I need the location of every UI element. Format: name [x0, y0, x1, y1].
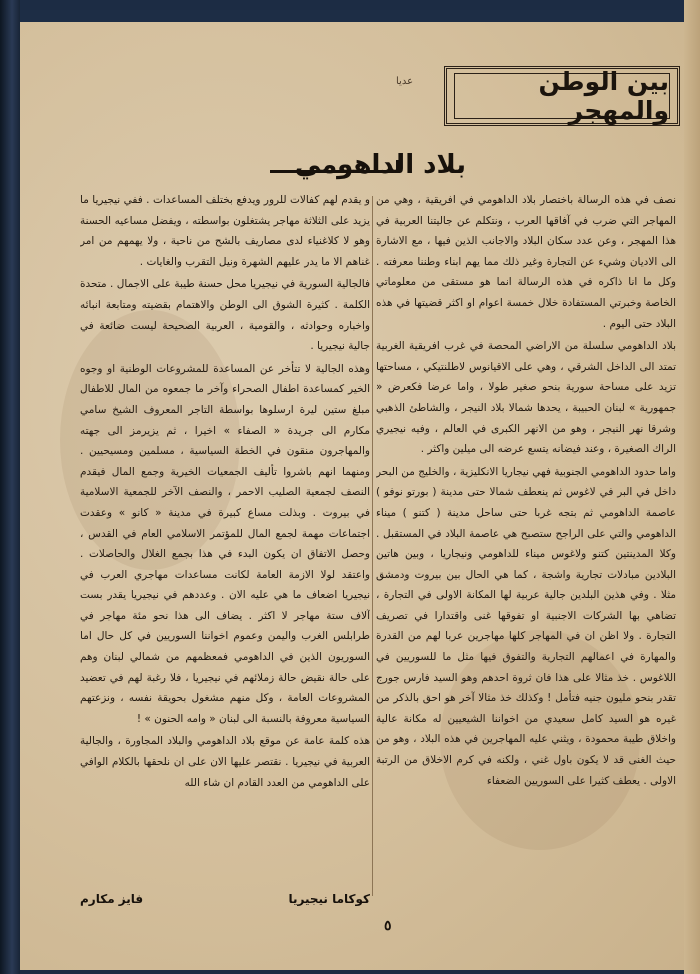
article-column-left	[80, 190, 370, 890]
paragraph: وهذه الجالية لا تتأخر عن المساعدة للمشروعات الوطنية او وجوه الخير كمساعدة اطفال الصحراء وآخر ما جمعوه من المال للاطفال مبلغ ستين ليرة ارسلوها بواسطة التاجر المعروف الشيخ سامي مكارم الى جريدة « الصفاء » اخيرا ، ثم يزيرمز الى جهته والمهاجرون منقون في الخطة السياسية ، مسلمين ومسيحيين . ومنهما انهم باشروا تأليف الجمعيات الخيرية وجمع المال فيقدم النصف لجمعية الصليب الاحمر ، والنصف الآخر للجمعية الاسلامية في بيروت . وبذلت مساع كبيرة في مدينة « كانو » وعقدت اجتماعات مهمة لجمع المال للمؤتمر الاسلامي العام في القدس ، وحصل الاتفاق ان يكون البدء في هذا بجمع الغلال والحاصلات . واعتقد لولا الازمة العامة لكانت مساعدات مهاجري العرب في نيجيريا اضعاف ما هي عليه الان . وعددهم في نيجيريا يقدر بست آلاف ستة مهاجر لا اكثر . يضاف الى هذا نحو مئة مهاجر في طرابلس الغرب واليمن وعموم اخواننا السوريين في كل حال اما السوريون الذين في الداهومي فمعظمهم من شمالي لبنان وهم على حالة نقيض حالة زملائهم في نيجيريا ، فلا رغبة لهم في تعضيد المشروعات العامة ، وكل منهم مشغول بحويقة نفسه ، ونزعتهم السياسية معروفة بالنسبة الى لبنان « وامه الحنون » !	[80, 362, 370, 725]
column-divider	[372, 196, 373, 896]
book-binding	[0, 0, 20, 974]
paragraph: و يقدم لهم كفالات للرور ويدفع بختلف المساعدات . ففي نيجيريا ما يزيد على الثلاثة مهاجر يشتغلون بواسطته ، ويفضل مساعيه الحسنة وهو لا كلاغنياء لدى مصاريف بالشح من ناحية ، ولا يهمهم من امر غناهم الا ما يدر عليهم الشهرة ونيل التقرب والغايات .	[80, 194, 370, 268]
signature-place: كوكاما نيجيريا	[288, 892, 370, 906]
article-title: بلاد الداهومي	[294, 150, 466, 180]
article-signatures	[80, 892, 370, 906]
next-page-edge	[684, 0, 700, 974]
top-margin	[20, 10, 684, 22]
paragraph: نصف في هذه الرسالة باختصار بلاد الداهومي في افريقية ، وهي من المهاجر التي ضرب في آفاقها العرب ، ونتكلم عن جاليتنا العربية في هذا المهجر ، وعن عدد سكان البلاد والاجانب الذين فيها ، مع الاشارة الى الاديان وشيء عن التجارة وغير ذلك مما يهم ابناء وطننا معرفته . وكل ما انا ذاكره في هذه الرسالة انما هو مستقى من معلوماتي الخاصة وخبرتي المستفادة خلال خمسة اعوام او اكثر قضيتها في هذه البلاد حتى اليوم .	[376, 194, 676, 330]
page-number: ٥	[384, 918, 392, 934]
paragraph: فالجالية السورية في نيجيريا محل حسنة طيبة على الاجمال . متحدة الكلمة . كثيرة الشوق الى الوطن والاهتمام بقضيته ومتابعة انبائه واخباره وحوادثه ، والقومية ، العربية الصحيحة ليست ضائعة في جالية نيجيريا .	[80, 278, 370, 353]
signature-mark: عدیا	[396, 76, 414, 87]
signature-author: فايز مكارم	[80, 892, 144, 906]
section-masthead	[444, 66, 680, 126]
magazine-page	[20, 10, 684, 970]
paragraph: هذه كلمة عامة عن موقع بلاد الداهومي والبلاد المجاورة ، والجالية العربية في نيجيريا . نقتصر عليها الان على ان نلحقها بالكلام الوافي على الداهومي من العدد القادم ان شاء الله	[80, 735, 370, 789]
section-title: بين الوطن والمهجر	[454, 73, 670, 119]
paragraph: واما حدود الداهومي الجنوبية فهي نيجاريا الانكليزية ، والخليج من البحر داخل في البر في لاغوس ثم ينعطف شمالا حتى مدينة ( بورتو نوفو ) عاصمة الداهومي ثم بتجه غربا حتى ساحل مدينة ( كتنو ) ميناء الداهومي والتي على الراجح ستصبح هي عاصمة البلاد في المستقبل . وكلا المدينتين كتنو ولاغوس ميناء للداهومي ونيجاريا ، وبين هاتين البلادين مبادلات تجارية واشجة ، كما هي الحال بين بيروت ودمشق مثلا . وفي هذين البلدين جالية عربية لها المكانة الاولى في التجارة ، تضاهي بها الشركات الاجنبية او تفوقها غنى واقتدارا في تصريف التجارة . ولا اظن ان في المهاجر كلها مهاجرين عربا لهم من القدرة والمهارة في اعمالهم التجارية والتفوق فيها مثل ما للسوريين في اللاغوس . خذ مثالا على هذا فان ثروة احدهم وهو السيد فارس جورج تقدر بنحو مليون جنيه فتأمل ! وكذلك خذ مثالا آخر هو احق بالذكر من غيره هو السيد كامل سعيدي من اخواننا الشيعيين له مكانة عالية واخلاق طيبة محمودة ، ويثني عليه المهاجرين في هذه البلاد ، وهو من حيث الغنى قد لا يكون باول غني ، ولكنه في كرم الاخلاق من الرتبة الاولى . يعطف كثيرا على السوريين الضعفاء	[376, 465, 676, 787]
article-column-right	[376, 190, 676, 910]
paragraph: بلاد الداهومي سلسلة من الاراضي المحصة في غرب افريقية الغربية تمتد الى الداخل الشرقي ، وهي على الاقيانوس لاطلنتيكي ، مساحتها تزيد على مساحة سورية بنحو صغير طولا ، واما عرضا فكعرض « جمهورية » لبنان الحبيبة ، يحدها شمالا بلاد النيجر ، والشاطئ الذهبي وشرقا نهر النيجر ، وهو من الانهر الكبرى في العالم ، وفيه نيجيري الراك الصغيرة ، وعند فيضانه يتسع عرضه الى ميلين واكثر .	[376, 340, 676, 456]
